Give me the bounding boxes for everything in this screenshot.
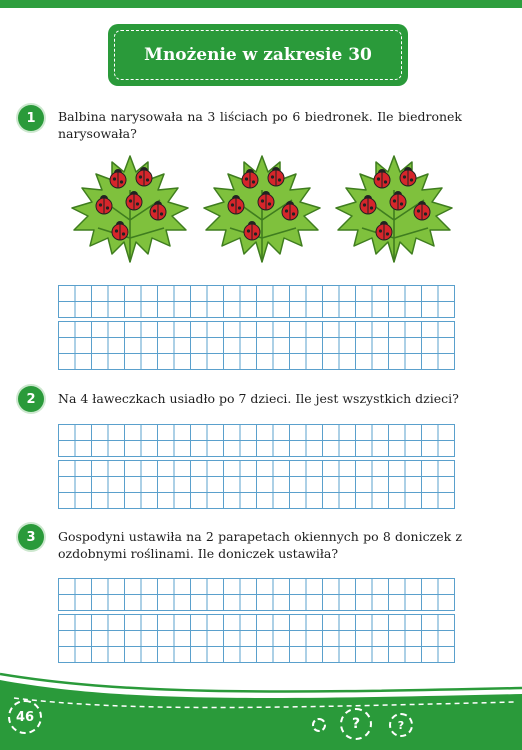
page-title: Mnożenie w zakresie 30: [144, 45, 372, 65]
leaf-with-ladybugs-1: [68, 150, 193, 270]
task-number-3: 3: [18, 524, 44, 550]
answer-grid-3a[interactable]: [58, 578, 455, 611]
task-text-1: Balbina narysowała na 3 liściach po 6 biedronek. Ile biedronek narysowała?: [58, 109, 462, 141]
dashed-ring-icon: [312, 718, 326, 732]
page-number: 46: [8, 700, 42, 734]
help-badge-small: ?: [389, 713, 413, 737]
footer-wave: [0, 672, 522, 750]
help-badge-large: ?: [340, 708, 372, 740]
task-text-2: Na 4 ławeczkach usiadło po 7 dzieci. Ile jest wszystkich dzieci?: [58, 391, 459, 406]
top-color-strip: [0, 0, 522, 8]
answer-grid-2b[interactable]: [58, 460, 455, 509]
title-banner-border: [114, 30, 402, 80]
answer-grid-1a[interactable]: [58, 285, 455, 318]
task-text-3: Gospodyni ustawiła na 2 parapetach okiennych po 8 doniczek z ozdobnymi roślinami. Ile doniczek ustawiła?: [58, 529, 462, 561]
answer-grid-2a[interactable]: [58, 424, 455, 457]
answer-grid-1b[interactable]: [58, 321, 455, 370]
answer-grid-3b[interactable]: [58, 614, 455, 663]
task-number-2: 2: [18, 386, 44, 412]
leaf-with-ladybugs-3: [332, 150, 457, 270]
leaf-with-ladybugs-2: [200, 150, 325, 270]
leaves-illustration: [68, 150, 462, 270]
task-number-1: 1: [18, 105, 44, 131]
title-banner: [108, 24, 408, 86]
